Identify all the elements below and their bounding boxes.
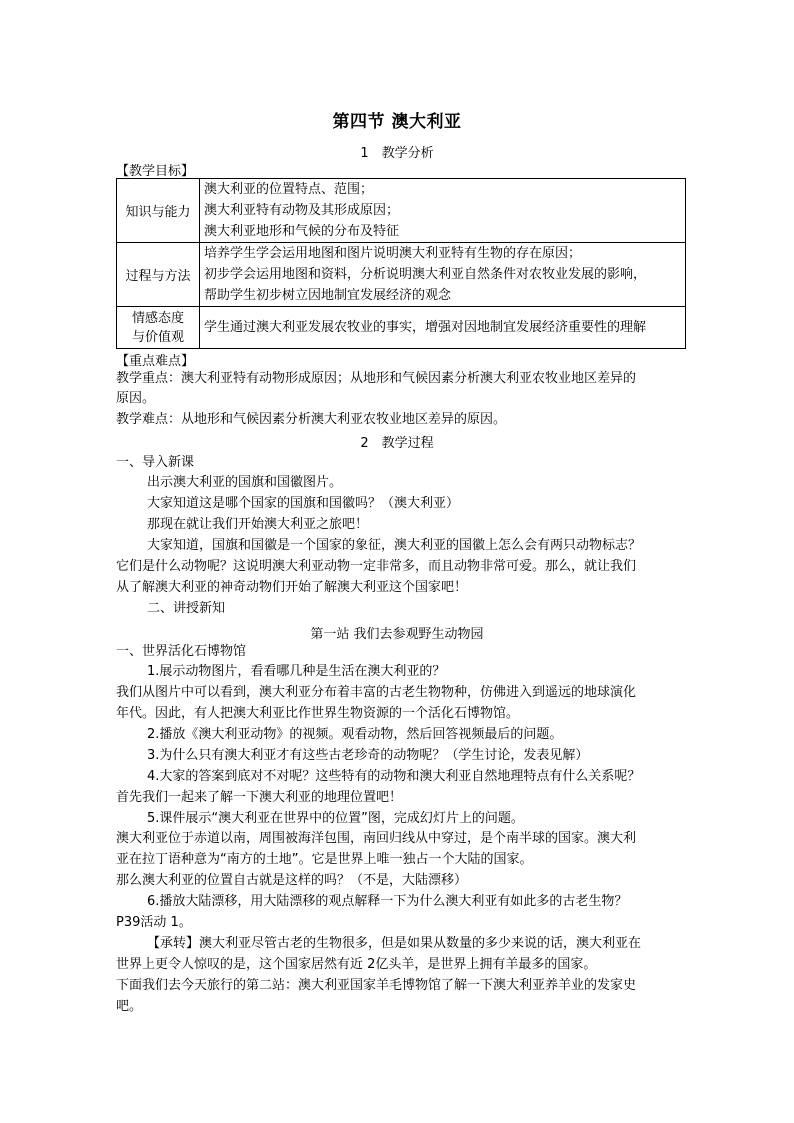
section-heading-process: 2 教学过程 xyxy=(360,436,434,451)
text-line: 亚在拉丁语种意为“南方的土地”。它是世界上唯一独占一个大陆的国家。 xyxy=(116,852,533,867)
keypoints-label: 【重点难点】 xyxy=(116,354,195,369)
text-line: 原因。 xyxy=(116,391,156,406)
table-row xyxy=(117,179,686,243)
text-line: 6.播放大陆漂移，用大陆漂移的观点解释一下为什么澳大利亚有如此多的古老生物？ xyxy=(147,894,628,909)
text-line: 大家知道这是哪个国家的国旗和国徽吗？（澳大利亚） xyxy=(147,496,460,511)
section-heading-analysis: 1 教学分析 xyxy=(360,146,434,161)
text-line: 我们从图片中可以看到，澳大利亚分布着丰富的古老生物物种，仿佛进入到遥远的地球演化 xyxy=(116,685,637,700)
text-line: 它们是什么动物呢？这说明澳大利亚动物一定非常多，而且动物非常可爱。那么，就让我们 xyxy=(116,559,637,574)
text-line: 二、讲授新知 xyxy=(147,601,226,616)
page-title: 第四节 澳大利亚 xyxy=(332,112,462,132)
goal-line: 澳大利亚地形和气候的分布及特征 xyxy=(204,224,400,239)
goal-line: 初步学会运用地图和资料，分析说明澳大利亚自然条件对农牧业发展的影响， xyxy=(204,267,647,282)
goal-content xyxy=(200,179,686,243)
station-heading: 第一站 我们去参观野生动物园 xyxy=(310,627,484,642)
text-line: 一、导入新课 xyxy=(116,455,195,470)
goal-category-line: 与价值观 xyxy=(131,329,184,345)
text-line: 大家知道，国旗和国徽是一个国家的象征，澳大利亚的国徽上怎么会有两只动物标志？ xyxy=(147,538,642,553)
text-line: 那现在就让我们开始澳大利亚之旅吧！ xyxy=(147,517,369,532)
text-line: 吧。 xyxy=(116,999,143,1014)
text-line: 4.大家的答案到底对不对呢？这些特有的动物和澳大利亚自然地理特点有什么关系呢？ xyxy=(147,769,641,784)
text-line: 年代。因此，有人把澳大利亚比作世界生物资源的一个活化石博物馆。 xyxy=(116,706,520,721)
text-line: 澳大利亚位于赤道以南，周围被海洋包围，南回归线从中穿过，是个南半球的国家。澳大利 xyxy=(116,831,637,846)
text-line: 一、世界活化石博物馆 xyxy=(116,644,247,659)
text-line: 那么澳大利亚的位置自古就是这样的吗？（不是，大陆漂移） xyxy=(116,873,468,888)
text-line: 首先我们一起来了解一下澳大利亚的地理位置吧！ xyxy=(116,790,403,805)
table-row xyxy=(117,307,686,349)
goals-label: 【教学目标】 xyxy=(116,164,195,179)
text-line: 教学重点：澳大利亚特有动物形成原因；从地形和气候因素分析澳大利亚农牧业地区差异的 xyxy=(116,371,637,386)
goal-content xyxy=(200,243,686,307)
text-line: 3.为什么只有澳大利亚才有这些古老珍奇的动物呢？（学生讨论，发表见解） xyxy=(147,748,589,763)
goal-content xyxy=(200,307,686,349)
goal-category: 知识与能力 xyxy=(117,179,200,243)
text-line: 下面我们去今天旅行的第二站：澳大利亚国家羊毛博物馆了解一下澳大利亚养羊业的发家史 xyxy=(116,978,637,993)
goal-category-line: 情感态度 xyxy=(131,310,184,326)
text-line: 5.课件展示“澳大利亚在世界中的位置”图，完成幻灯片上的问题。 xyxy=(147,811,524,826)
text-line: 2.播放《澳大利亚动物》的视频。观看动物，然后回答视频最后的问题。 xyxy=(147,727,563,742)
goal-line: 澳大利亚的位置特点、范围； xyxy=(204,182,374,197)
table-row xyxy=(117,243,686,307)
goal-category: 过程与方法 xyxy=(117,243,200,307)
text-line: 教学难点：从地形和气候因素分析澳大利亚农牧业地区差异的原因。 xyxy=(116,412,507,427)
goal-line: 培养学生学会运用地图和图片说明澳大利亚特有生物的存在原因； xyxy=(204,246,582,261)
goal-line: 澳大利亚特有动物及其形成原因； xyxy=(204,203,400,218)
goal-line: 学生通过澳大利亚发展农牧业的事实，增强对因地制宜发展经济重要性的理解 xyxy=(204,320,647,335)
text-line: 【承转】澳大利亚尽管古老的生物很多，但是如果从数量的多少来说的话，澳大利亚在 xyxy=(147,936,642,951)
text-line: P39活动 1。 xyxy=(116,915,192,930)
goal-category xyxy=(117,307,200,349)
teaching-goals-table xyxy=(116,178,686,349)
text-line: 从了解澳大利亚的神奇动物们开始了解澳大利亚这个国家吧！ xyxy=(116,580,468,595)
text-line: 世界上更令人惊叹的是，这个国家居然有近 2亿头羊，是世界上拥有羊最多的国家。 xyxy=(116,957,597,972)
text-line: 出示澳大利亚的国旗和国徽图片。 xyxy=(147,475,343,490)
text-line: 1.展示动物图片，看看哪几种是生活在澳大利亚的？ xyxy=(147,664,446,679)
goal-line: 帮助学生初步树立因地制宜发展经济的观念 xyxy=(204,288,452,303)
